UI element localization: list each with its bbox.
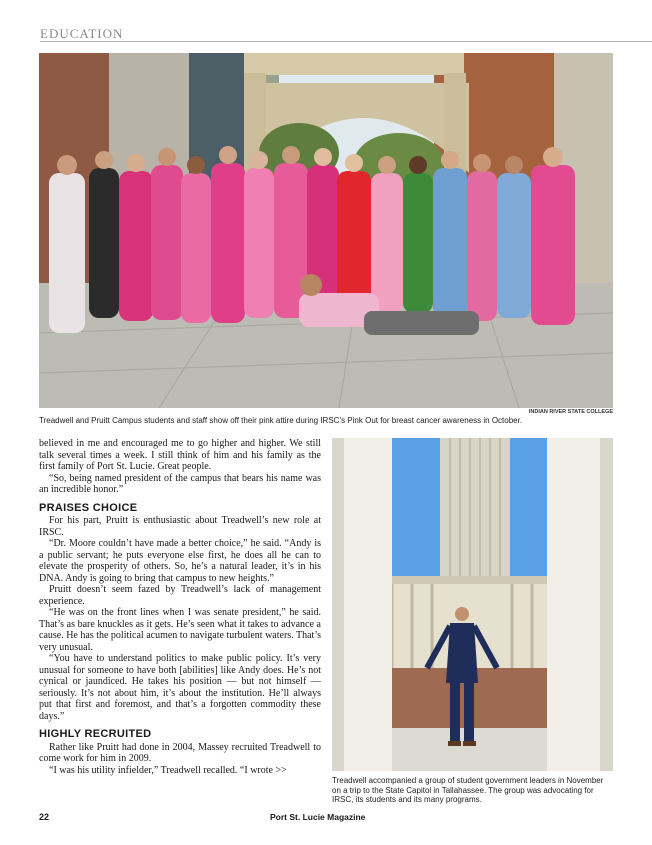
- capitol-photo: [332, 438, 613, 771]
- paragraph: believed in me and encouraged me to go higher and higher. We still talk several times a week. I still think of him and his family as the first family of Port St. Lucie. Great people.: [39, 438, 321, 472]
- photo-caption: Treadwell and Pruitt Campus students and staff show off their pink attire during IRSC’s Pink Out for breast cancer awareness in October.: [39, 416, 523, 425]
- paragraph: Rather like Pruitt had done in 2004, Massey recruited Treadwell to come work for him in 2009.: [39, 741, 321, 764]
- magazine-name: Port St. Lucie Magazine: [270, 812, 366, 822]
- paragraph: “Dr. Moore couldn’t have made a better choice,” he said. “Andy is a public servant; he puts everyone else first, he does all he can to elevate the prosperity of others. So, he’s a natural leader, it’s in his DNA. Andy is going to bring that campus to new heights.”: [39, 538, 321, 584]
- paragraph: “He was on the front lines when I was senate president,” he said. That’s as bare knuckles as it gets. He’s seen what it takes to advance a cause. He has the political acumen to navigate turbulent waters. That’s very unusual.: [39, 607, 321, 653]
- photo-credit: INDIAN RIVER STATE COLLEGE: [528, 409, 613, 415]
- paragraph: Pruitt doesn’t seem fazed by Treadwell’s lack of management experience.: [39, 584, 321, 607]
- paragraph: “So, being named president of the campus that bears his name was an incredible honor.”: [39, 472, 321, 495]
- group-photo-illustration: [39, 53, 613, 408]
- article-body: [39, 438, 321, 776]
- subheading: HIGHLY RECRUITED: [39, 728, 152, 740]
- paragraph: “I was his utility infielder,” Treadwell recalled. “I wrote >>: [49, 764, 287, 776]
- paragraph: For his part, Pruitt is enthusiastic about Treadwell’s new role at IRSC.: [39, 515, 321, 538]
- header-rule: [40, 41, 652, 42]
- paragraph: “You have to understand politics to make public policy. It’s very unusual for someone to have both [abilities] like Andy does. He’s not cynical or jaundiced. He takes his position — but not himself — seriously. It’s not about him, it’s about the institution. He’ll always put that first and foremost, and that’s a forgotten commodity these days.”: [39, 653, 321, 722]
- capitol-photo-illustration: [332, 438, 613, 771]
- section-label: EDUCATION: [40, 26, 124, 41]
- capitol-photo-caption: Treadwell accompanied a group of student government leaders in November on a trip to the State Capitol in Tallahassee. The group was advocating for IRSC, its students and its many programs.: [332, 776, 604, 804]
- group-photo: [39, 53, 613, 408]
- page-number: 22: [39, 812, 50, 822]
- subheading: PRAISES CHOICE: [39, 501, 138, 514]
